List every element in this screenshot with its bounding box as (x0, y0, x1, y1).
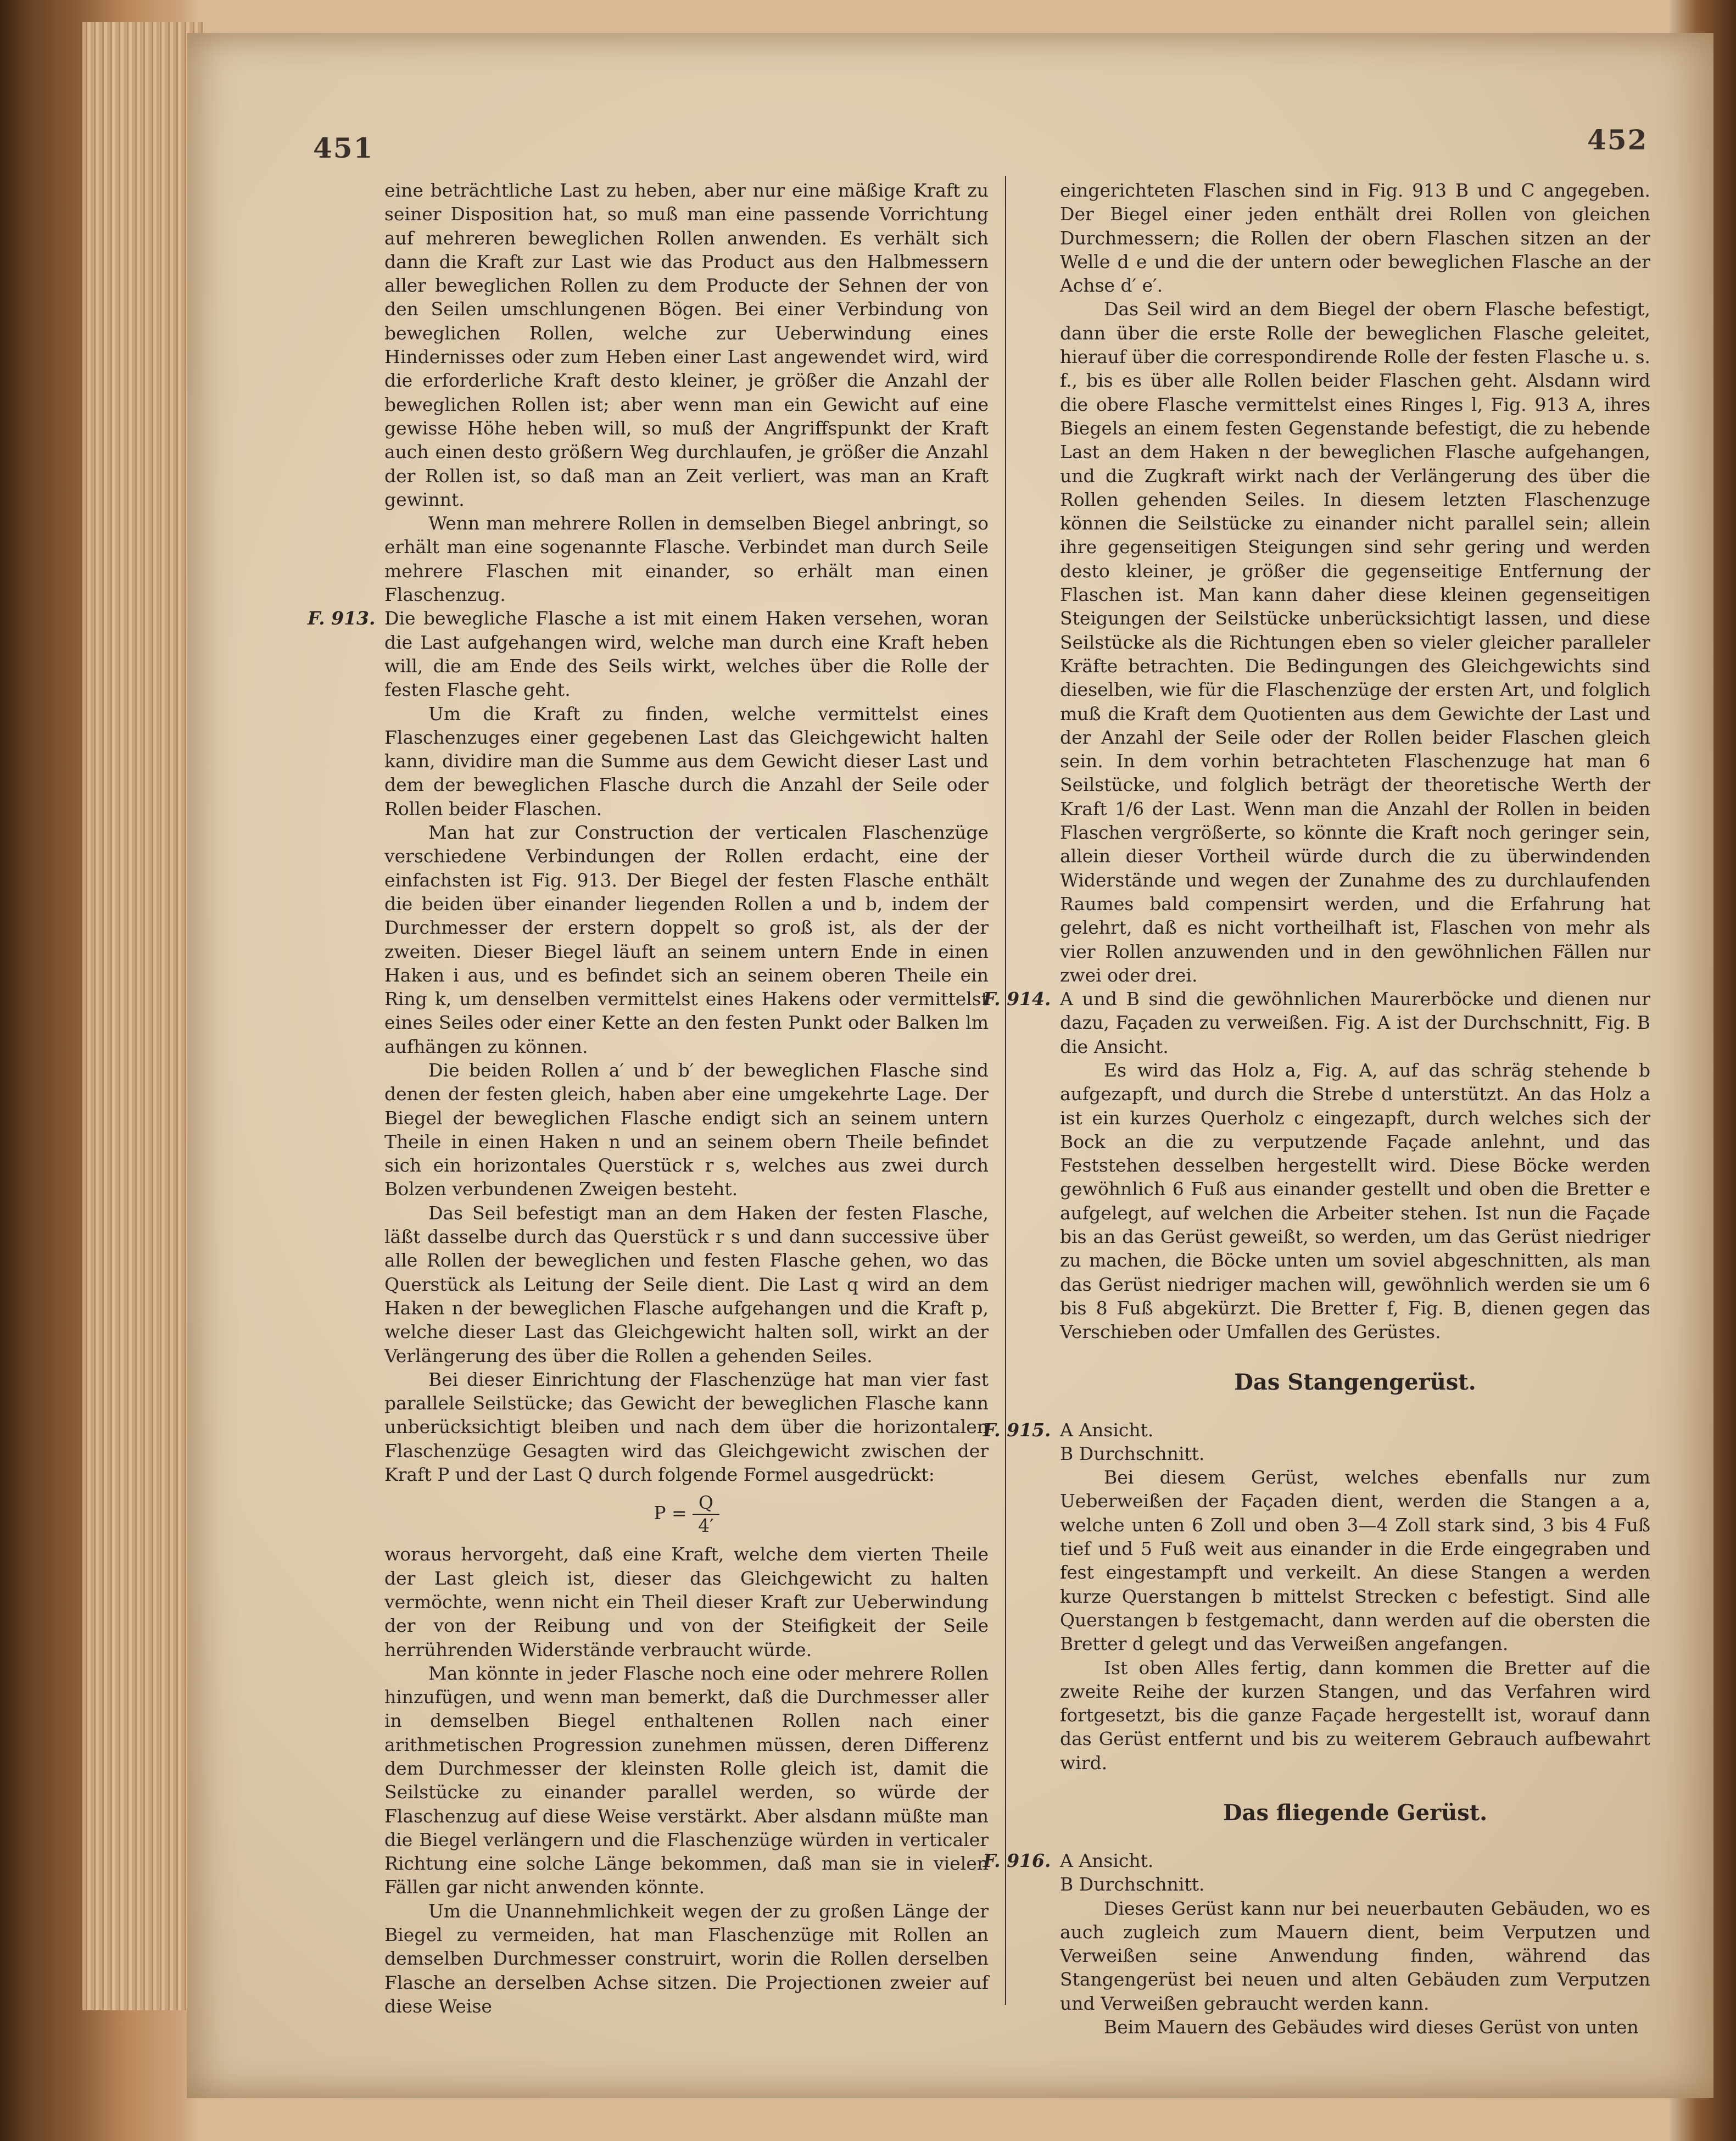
column-divider (1005, 176, 1006, 2005)
page-number-left: 451 (313, 132, 374, 164)
paragraph: woraus hervorgeht, daß eine Kraft, welche dem vierten Theile der Last gleich ist, dieser das Gleichgewicht zu halten vermöchte, wenn nicht ein Theil dieser Kraft zur Ueberwindung der von der Reibung und von der Steifigkeit der Seile herrührenden Widerstände verbraucht würde. (384, 1543, 989, 1660)
left-column (384, 179, 989, 2018)
paragraph: Bei diesem Gerüst, welches ebenfalls nur zum Ueberweißen der Façaden dient, werden die Stangen a a, welche unten 6 Zoll und oben 3—4 Zoll stark sind, 3 bis 4 Fuß tief und 5 Fuß weit aus einander in die Erde eingegraben und fest eingestampft und verkeilt. An diese Stangen a werden kurze Querstangen b mittelst Strecken c befestigt. Sind alle Querstangen b festgemacht, dann werden auf die obersten die Bretter d gelegt und das Verweißen angefangen. (1060, 1467, 1650, 1655)
page-edges (82, 22, 203, 2010)
paragraph: Ist oben Alles fertig, dann kommen die Bretter auf die zweite Reihe der kurzen Stangen, und das Verfahren wird fortgesetzt, bis die ganze Façade hergestellt ist, worauf dann das Gerüst entfernt und bis zu weiterem Gebrauch aufbewahrt wird. (1060, 1657, 1650, 1774)
figure-caption: Die bewegliche Flasche a ist mit einem Haken versehen, woran die Last aufgehangen wird, welche man durch eine Kraft heben will, die am Ende des Seils wirkt, welches über die Rolle der festen Flasche geht. (384, 607, 989, 701)
figure-caption: A und B sind die gewöhnlichen Maurerböcke und dienen nur dazu, Façaden zu verweißen. Fig. A ist der Durchschnitt, Fig. B die Ansicht. (1060, 988, 1650, 1057)
paragraph: Um die Unannehmlichkeit wegen der zu großen Länge der Biegel zu vermeiden, hat man Flaschenzüge mit Rollen an demselben Durchmesser construirt, worin die Rollen derselben Flasche an derselben Achse sitzen. Die Projectionen zweier auf diese Weise (384, 1900, 989, 2017)
figure-caption (1060, 1418, 1650, 1466)
figure-caption-line: B Durchschnitt. (1060, 1874, 1205, 1895)
formula (384, 1492, 989, 1537)
paragraph: Das Seil befestigt man an dem Haken der festen Flasche, läßt dasselbe durch das Querstück r s und dann successive über alle Rollen der beweglichen und festen Flasche gehen, wo das Querstück als Leitung der Seile dient. Die Last q wird an dem Haken n der beweglichen Flasche aufgehangen und die Kraft p, welche dieser Last das Gleichgewicht halten soll, wirkt an der Verlängerung des über die Rollen a gehenden Seiles. (384, 1202, 989, 1367)
paragraph: Dieses Gerüst kann nur bei neuerbauten Gebäuden, wo es auch zugleich zum Mauern dient, beim Verputzen und Verweißen seine Anwendung finden, während das Stangengerüst bei neuen und alten Gebäuden zum Verputzen und Verweißen gebraucht werden kann. (1060, 1897, 1650, 2014)
figure-entry-916 (1060, 1849, 1650, 1897)
paragraph: Bei dieser Einrichtung der Flaschenzüge hat man vier fast parallele Seilstücke; das Gewicht der beweglichen Flasche kann unberücksichtigt bleiben und nach dem über die horizontalen Flaschenzüge Gesagten wird das Gleichgewicht zwischen der Kraft P und der Last Q durch folgende Formel ausgedrückt: (384, 1368, 989, 1486)
figure-entry-913 (384, 606, 989, 701)
paragraph: Die beiden Rollen a′ und b′ der beweglichen Flasche sind denen der festen gleich, haben aber eine umgekehrte Lage. Der Biegel der beweglichen Flasche endigt sich an seinem untern Theile in einen Haken n und an seinem obern Theile befindet sich ein horizontales Querstück r s, welches aus zwei durch Bolzen verbundenen Zweigen besteht. (384, 1059, 989, 1200)
formula-denominator: 4′ (698, 1515, 714, 1537)
paragraph: eingerichteten Flaschen sind in Fig. 913 B und C angegeben. Der Biegel einer jeden enthält drei Rollen von gleichen Durchmessern; die Rollen der obern Flaschen sitzen an der Welle d e und die der untern oder beweglichen Flasche an der Achse d′ e′. (1060, 180, 1650, 297)
paragraph: Beim Mauern des Gebäudes wird dieses Gerüst von unten (1104, 2016, 1639, 2038)
figure-caption-line: A Ansicht. (1060, 1850, 1154, 1871)
figure-entry-914 (1060, 987, 1650, 1058)
paragraph: Wenn man mehrere Rollen in demselben Biegel anbringt, so erhält man eine sogenannte Flasche. Verbindet man durch Seile mehrere Flaschen mit einander, so erhält man einen Flaschenzug. (384, 512, 989, 606)
paragraph: Man hat zur Construction der verticalen Flaschenzüge verschiedene Verbindungen der Rollen erdacht, eine der einfachsten ist Fig. 913. Der Biegel der festen Flasche enthält die beiden über einander liegenden Rollen a und b, indem der Durchmesser der erstern doppelt so groß ist, als der der zweiten. Dieser Biegel läuft an seinem untern Ende in einen Haken i aus, und es befindet sich an seinem oberen Theile ein Ring k, um denselben vermittelst eines Hakens oder vermittelst eines Seiles oder einer Kette an den festen Punkt oder Balken lm aufhängen zu können. (384, 822, 989, 1057)
section-heading: Das fliegende Gerüst. (1223, 1800, 1488, 1826)
paragraph: Es wird das Holz a, Fig. A, auf das schräg stehende b aufgezapft, und durch die Strebe d unterstützt. An das Holz a ist ein kurzes Querholz c eingezapft, durch welches sich der Bock an die zu verputzende Façade anlehnt, und das Feststehen desselben hergestellt wird. Diese Böcke werden gewöhnlich 6 Fuß aus einander gestellt und oben die Bretter e aufgelegt, auf welchen die Arbeiter stehen. Ist nun die Façade bis an das Gerüst geweißt, so werden, um das Gerüst niedriger zu machen, die Böcke unten um soviel abgeschnitten, als man das Gerüst niedriger machen will, gewöhnlich werden sie um 6 bis 8 Fuß abgekürzt. Die Bretter f, Fig. B, dienen gegen das Verschieben oder Umfallen des Gerüstes. (1060, 1059, 1650, 1343)
page-number-right: 452 (1587, 124, 1648, 156)
paragraph: Um die Kraft zu finden, welche vermittelst eines Flaschenzuges einer gegebenen Last das Gleichgewicht halten kann, dividire man die Summe aus dem Gewicht dieser Last und dem der beweglichen Flasche durch die Anzahl der Seile oder Rollen beider Flaschen. (384, 702, 989, 819)
formula-numerator: Q (693, 1492, 719, 1515)
paragraph: Das Seil wird an dem Biegel der obern Flasche befestigt, dann über die erste Rolle der beweglichen Flasche geleitet, hierauf über die correspondirende Rolle der festen Flasche u. s. f., bis es über alle Rollen beider Flaschen geht. Alsdann wird die obere Flasche vermittelst eines Ringes l, Fig. 913 A, ihres Biegels an einem festen Gegenstande befestigt, die zu hebende Last an dem Haken n der beweglichen Flasche aufgehangen, und die Zugkraft wirkt nach der Verlängerung des über die Rollen gehenden Seiles. In diesem letzten Flaschenzuge können die Seilstücke zu einander nicht parallel sein; allein ihre gegenseitigen Steigungen sind sehr gering und werden desto kleiner, je größer die gegenseitige Entfernung der Flaschen ist. Man kann daher diese kleinen gegenseitigen Steigungen der Seilstücke unberücksichtigt lassen, und diese Seilstücke als die Richtungen eben so vieler gleicher paralleler Kräfte betrachten. Die Bedingungen des Gleichgewichts sind dieselben, wie für die Flaschenzüge der ersten Art, und folglich muß die Kraft dem Quotienten aus dem Gewichte der Last und der Anzahl der Seile oder der Rollen beider Flaschen gleich sein. In dem vorhin betrachteten Flaschenzuge hat man 6 Seilstücke, und folglich beträgt der theoretische Werth der Kraft 1/6 der Last. Wenn man die Anzahl der Rollen in beiden Flaschen vergrößerte, so könnte die Kraft noch geringer sein, allein dieser Vortheil würde durch die zu überwindenden Widerstände und wegen der Zunahme des zu durchlaufenden Raumes bald compensirt werden, und die Erfahrung hat gelehrt, daß es nicht vortheilhaft ist, Flaschen von mehr als vier Rollen anzuwenden und in den gewöhnlichen Fällen nur zwei oder drei. (1060, 298, 1650, 986)
formula-lhs: P = (654, 1502, 687, 1524)
paragraph: eine beträchtliche Last zu heben, aber nur eine mäßige Kraft zu seiner Disposition hat, so muß man eine passende Vorrichtung auf mehreren beweglichen Rollen anwenden. Es verhält sich dann die Kraft zur Last wie das Product aus den Halbmessern aller beweglichen Rollen zu dem Producte der Sehnen der von den Seilen umschlungenen Bögen. Bei einer Verbindung von beweglichen Rollen, welche zur Ueberwindung eines Hindernisses oder zum Heben einer Last angewendet wird, wird die erforderliche Kraft desto kleiner, je größer die Anzahl der beweglichen Rollen ist; aber wenn man ein Gewicht auf eine gewisse Höhe heben will, so muß der Angriffspunkt der Kraft auch einen desto größern Weg durchlaufen, je größer die Anzahl der Rollen ist, so daß man an Zeit verliert, was man an Kraft gewinnt. (384, 180, 989, 510)
formula-fraction (693, 1492, 719, 1537)
paragraph: Man könnte in jeder Flasche noch eine oder mehrere Rollen hinzufügen, und wenn man bemerkt, daß die Durchmesser aller in demselben Biegel enthaltenen Rollen nach einer arithmetischen Progression zunehmen müssen, deren Differenz dem Durchmesser der kleinsten Rolle gleich ist, damit die Seilstücke zu einander parallel werden, so würde der Flaschenzug auf diese Weise verstärkt. Aber alsdann müßte man die Biegel verlängern und die Flaschenzüge würden in verticaler Richtung eine solche Länge bekommen, daß man sie in vielen Fällen gar nicht anwenden könnte. (384, 1662, 989, 1898)
section-heading: Das Stangengerüst. (1234, 1369, 1476, 1395)
figure-caption-line: B Durchschnitt. (1060, 1442, 1205, 1464)
right-column (1060, 179, 1650, 2039)
figure-caption-line: A Ansicht. (1060, 1419, 1154, 1441)
figure-caption (1060, 1849, 1650, 1897)
figure-entry-915 (1060, 1418, 1650, 1466)
